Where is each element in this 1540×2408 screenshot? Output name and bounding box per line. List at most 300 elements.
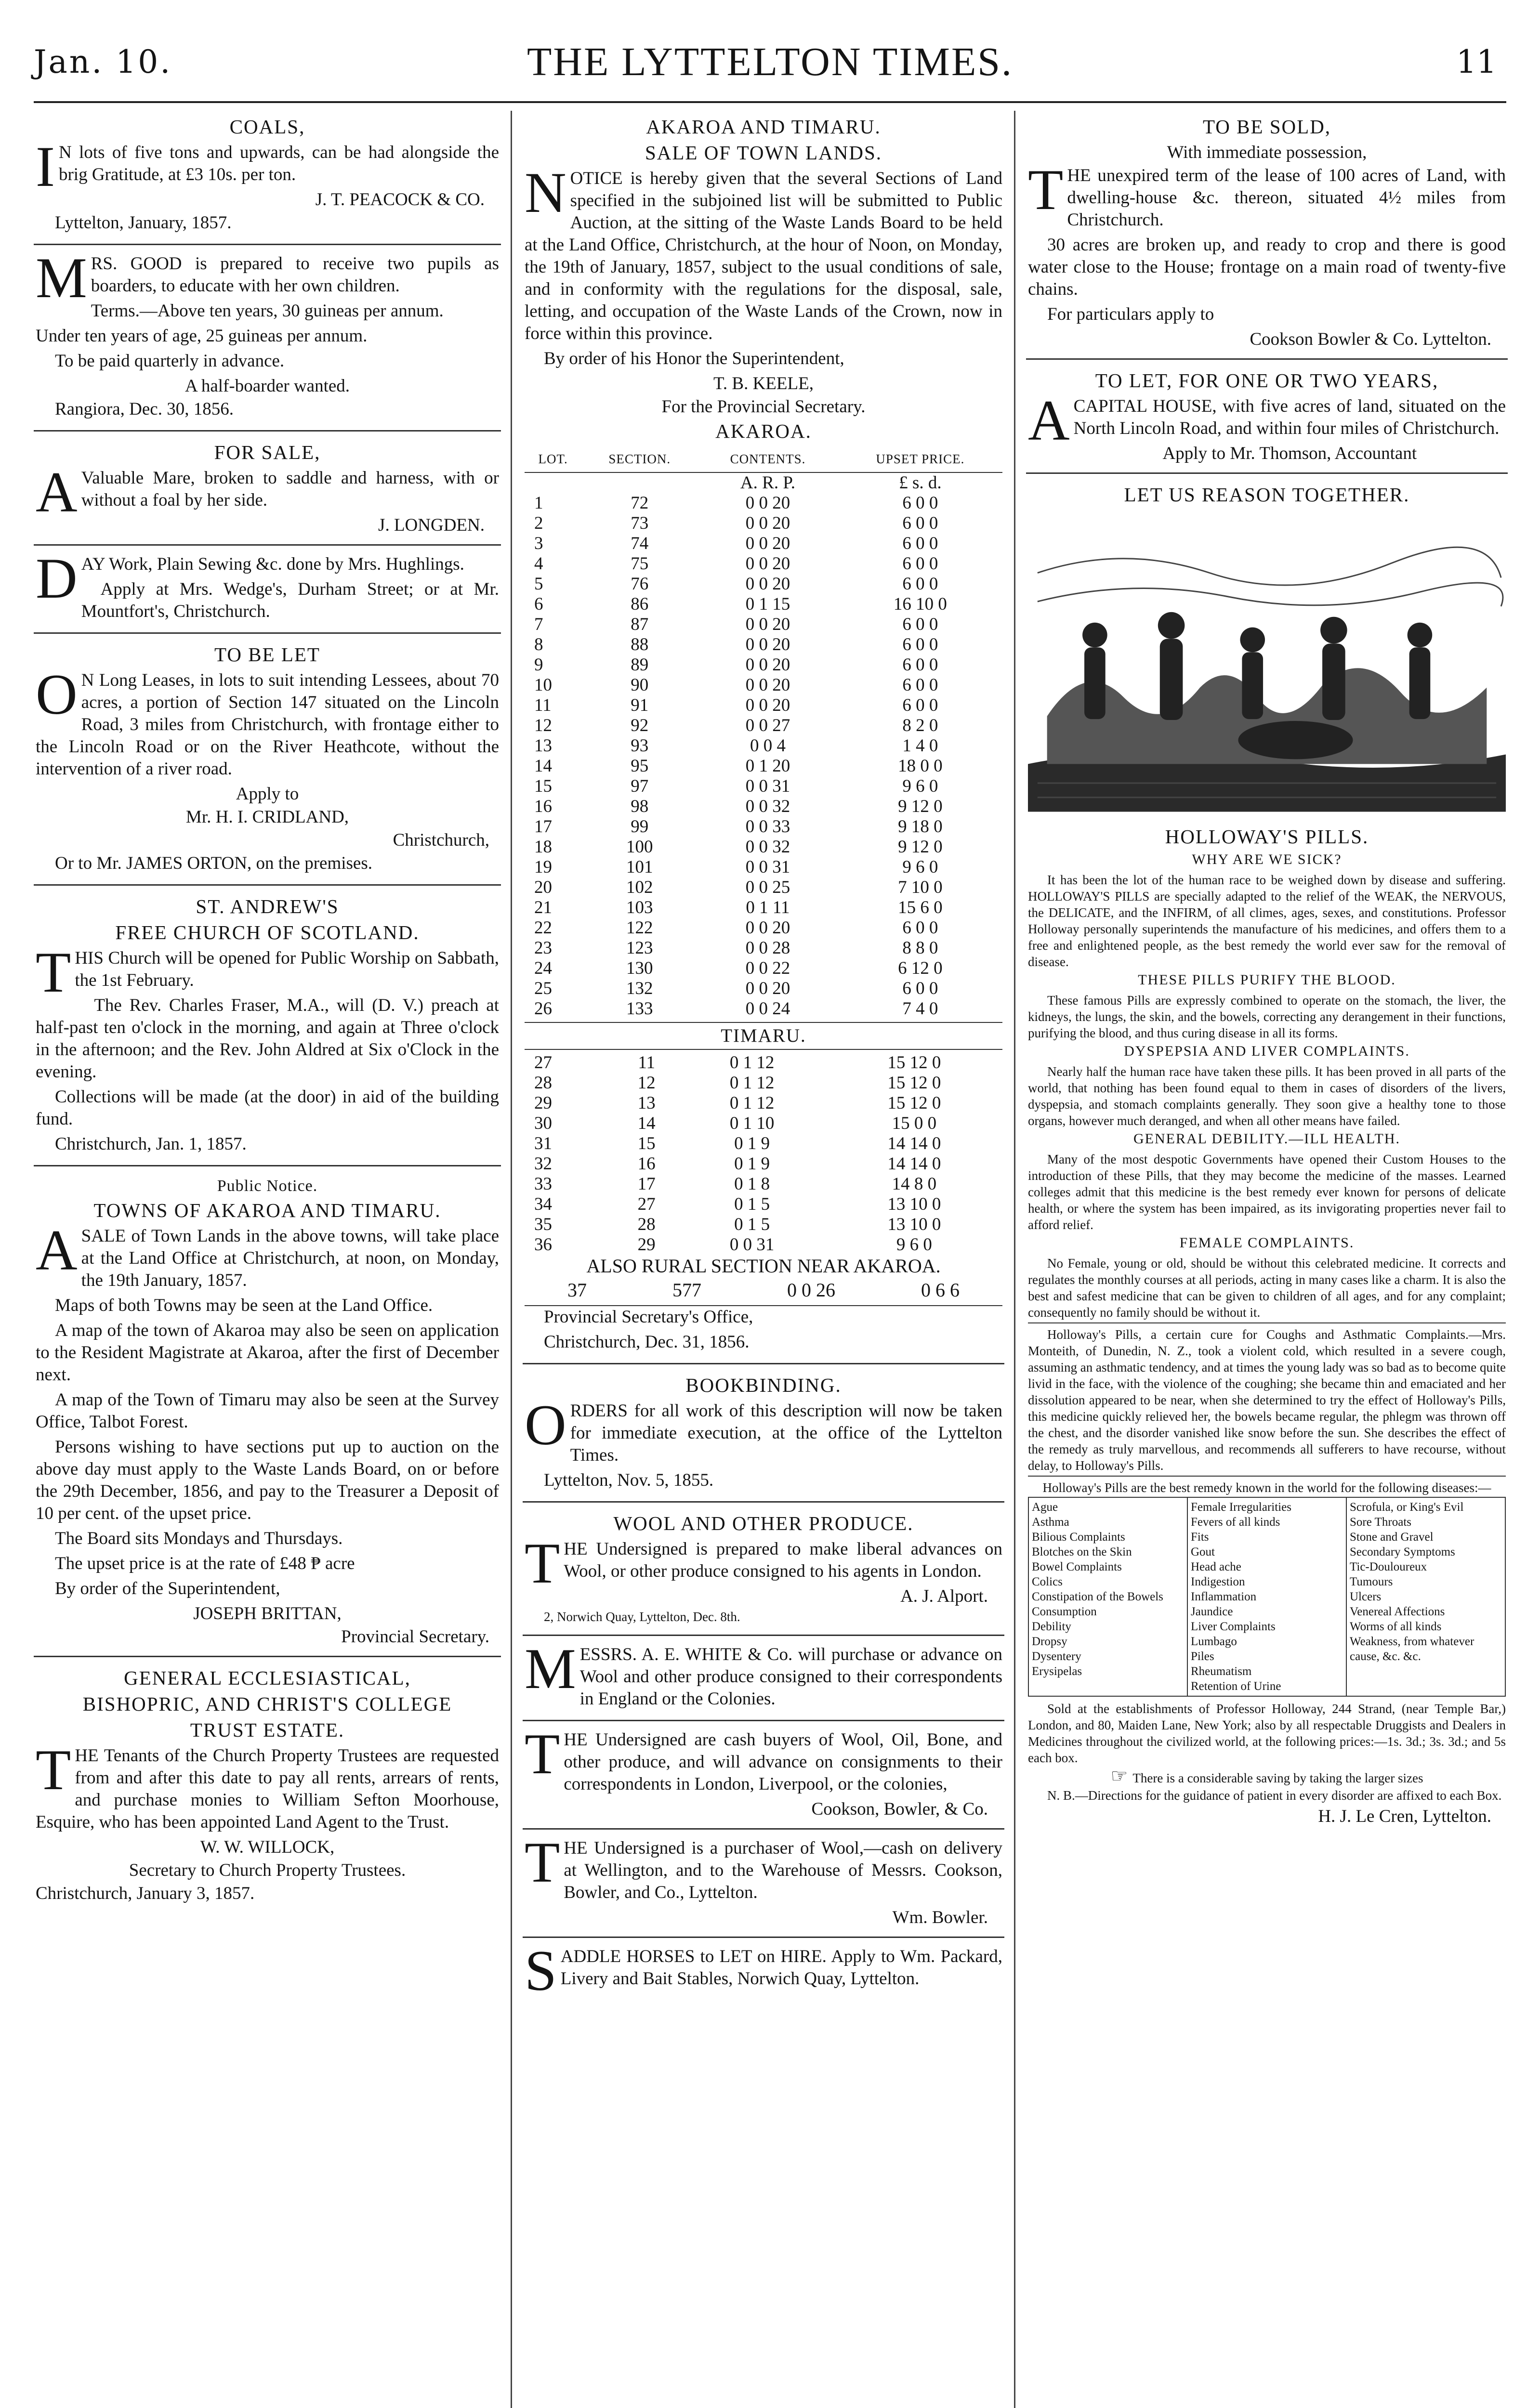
column-rule xyxy=(511,111,512,2408)
ad-body: THE Tenants of the Church Property Trustees are requested from and after this date to pay all rents, arrears of rents, and purchase monies to William Sefton Moorhouse, Esquire, who has been appointed Land Agent to the Trust. xyxy=(36,1738,499,1832)
table-row xyxy=(525,837,1002,857)
table-cell: 16 xyxy=(637,1154,656,1174)
section-heading: DYSPEPSIA AND LIVER COMPLAINTS. xyxy=(1124,1043,1410,1059)
table-cell: 0 6 6 xyxy=(921,1279,960,1301)
table-row xyxy=(525,675,1002,695)
table-cell: 133 xyxy=(626,999,653,1019)
table-cell: 29 xyxy=(637,1235,656,1255)
ad-signature: Cookson, Bowler, & Co. xyxy=(811,1799,988,1819)
table-cell: 23 xyxy=(534,938,552,958)
akaroa-lots-table xyxy=(525,446,1002,1019)
section-body: It has been the lot of the human race to be weighed down by disease and suffering. HOLLOWAY'S PILLS are specially adapted to the relief of the WEAK, the NERVOUS, the DELICATE, and the INFIRM, of all climes, ages, sexes, and constitutions. Professor Holloway personally superintends the manufacture of his medicines, and offers them to a free and enlightened people, as the best remedy the world ever saw for the removal of disease. xyxy=(1028,873,1506,969)
table-cell: 0 0 27 xyxy=(745,716,790,735)
table-cell: 0 0 24 xyxy=(745,999,790,1019)
ad-body: MESSRS. A. E. WHITE & Co. will purchase or advance on Wool and other produce consigned to their correspondents in England or the Colonies. xyxy=(525,1636,1002,1709)
ad-title: WOOL AND OTHER PRODUCE. xyxy=(613,1512,914,1534)
ad-free-church xyxy=(34,890,501,1166)
ad-subtitle: With immediate possession, xyxy=(1167,143,1367,162)
table-cell: 17 xyxy=(637,1174,656,1194)
section-heading: THESE PILLS PURIFY THE BLOOD. xyxy=(1138,972,1396,988)
table-cell: 6 0 0 xyxy=(902,493,938,513)
table-cell: 0 0 20 xyxy=(745,675,790,695)
disease-item: Asthma xyxy=(1032,1516,1069,1529)
table-row xyxy=(525,898,1002,918)
ad-title: AKAROA AND TIMARU. xyxy=(646,116,881,138)
table-cell: 37 xyxy=(567,1279,587,1301)
ad-terms: Under ten years of age, 25 guineas per annum. xyxy=(36,326,368,346)
table-cell: 8 xyxy=(534,635,543,654)
disease-item: Jaundice xyxy=(1191,1605,1233,1618)
ad-title: TO BE SOLD, xyxy=(1202,116,1331,138)
table-cell: 0 0 33 xyxy=(745,817,790,837)
ad-coals xyxy=(34,111,501,245)
disease-item: Rheumatism xyxy=(1191,1665,1252,1678)
table-cell: 123 xyxy=(626,938,653,958)
ad-title: BOOKBINDING. xyxy=(685,1374,842,1396)
table-cell: 18 0 0 xyxy=(898,756,943,776)
disease-item: Weakness, from whatever cause, &c. &c. xyxy=(1350,1635,1474,1663)
table-row xyxy=(525,979,1002,999)
table-cell: 9 18 0 xyxy=(898,817,943,837)
table-cell: 0 0 20 xyxy=(745,615,790,634)
section-body: Nearly half the human race have taken these pills. It has been proved in all parts of the world, that nothing has been found equal to them in cases of disorders of the livers, dyspepsia, and stomach complaints generally. They soon give a healthy tone to those organs, however much deranged, and when all other means have failed. xyxy=(1028,1064,1506,1128)
saving-note xyxy=(1028,1765,1506,1787)
table-cell: 0 0 32 xyxy=(745,797,790,816)
disease-item: Blotches on the Skin xyxy=(1032,1545,1132,1558)
disease-item: Venereal Affections xyxy=(1350,1605,1445,1618)
table-cell: 16 xyxy=(534,797,552,816)
ad-body: 30 acres are broken up, and ready to crop and there is good water close to the House; frontage on a main road of twenty-five chains. xyxy=(1028,235,1506,299)
table-cell: 6 0 0 xyxy=(902,979,938,998)
table-cell: 3 xyxy=(534,534,543,553)
table-cell: 6 0 0 xyxy=(902,635,938,654)
ad-title: HOLLOWAY'S PILLS. xyxy=(1165,825,1369,848)
table-cell: 9 12 0 xyxy=(898,797,943,816)
table-cell: 2 xyxy=(534,513,543,533)
table-row xyxy=(525,918,1002,938)
table-cell: 14 14 0 xyxy=(887,1134,941,1153)
ad-body: The upset price is at the rate of £48 ₱ acre xyxy=(55,1554,355,1573)
table-cell: 20 xyxy=(534,877,552,897)
ad-title: FOR SALE, xyxy=(214,441,321,463)
table-cell: 6 0 0 xyxy=(902,554,938,574)
table-cell: 0 1 9 xyxy=(734,1154,770,1174)
table-cell: 9 12 0 xyxy=(898,837,943,857)
ad-note: To be paid quarterly in advance. xyxy=(55,351,285,371)
ad-day-work xyxy=(34,546,501,634)
disease-item: Secondary Symptoms xyxy=(1350,1545,1455,1558)
disease-item: Erysipelas xyxy=(1032,1665,1082,1678)
table-cell: 25 xyxy=(534,979,552,998)
table-cell: 0 1 15 xyxy=(745,594,790,614)
ad-signature: Wm. Bowler. xyxy=(892,1908,988,1927)
table-row xyxy=(525,574,1002,594)
ad-body: THE unexpired term of the lease of 100 acres of Land, with dwelling-house &c. thereon, situated 4½ miles from Christchurch. xyxy=(1028,157,1506,230)
table-cell: 1 xyxy=(534,493,543,513)
col-header-lot: LOT. xyxy=(525,446,581,472)
ad-title: TO BE LET xyxy=(214,643,320,666)
table-row xyxy=(525,695,1002,716)
table-row xyxy=(525,999,1002,1019)
ad-body: A map of the Town of Timaru may also be seen at the Survey Office, Talbot Forest. xyxy=(36,1390,499,1432)
table-row xyxy=(525,1235,1002,1255)
table-cell: 0 0 22 xyxy=(745,958,790,978)
ad-apply: For particulars apply to xyxy=(1047,304,1214,324)
ad-signature-title: Provincial Secretary. xyxy=(341,1627,489,1647)
table-cell: 0 0 20 xyxy=(745,554,790,574)
saving-text: There is a considerable saving by taking the larger sizes xyxy=(1132,1771,1423,1785)
table-cell: 577 xyxy=(672,1279,701,1301)
table-cell: 32 xyxy=(534,1154,552,1174)
holloway-text xyxy=(1028,851,1506,1804)
table-cell: 75 xyxy=(631,554,649,574)
col-header-price: UPSET PRICE. xyxy=(838,446,1002,472)
table-cell: 17 xyxy=(534,817,552,837)
table-cell: 8 2 0 xyxy=(902,716,938,735)
ad-wool-produce xyxy=(523,1507,1004,1636)
ad-title: TRUST ESTATE. xyxy=(190,1719,345,1741)
table-cell: 27 xyxy=(637,1194,656,1214)
ad-address: 2, Norwich Quay, Lyttelton, Dec. 8th. xyxy=(544,1610,740,1624)
table-cell: 15 6 0 xyxy=(898,898,943,917)
ad-signature: J. T. PEACOCK & CO. xyxy=(315,190,485,209)
table-cell: 15 12 0 xyxy=(887,1093,941,1113)
disease-item: Stone and Gravel xyxy=(1350,1531,1434,1544)
disease-item: Scrofula, or King's Evil xyxy=(1350,1501,1464,1514)
table-cell: 9 6 0 xyxy=(902,857,938,877)
disease-item: Piles xyxy=(1191,1650,1214,1663)
table-cell: 0 0 28 xyxy=(745,938,790,958)
pointing-hand-icon: ☞ xyxy=(1110,1765,1128,1787)
table-cell: 0 0 20 xyxy=(745,918,790,938)
table-subheader-row xyxy=(525,472,1002,493)
table-cell: 73 xyxy=(631,513,649,533)
ad-body: ACAPITAL HOUSE, with five acres of land, situated on the North Lincoln Road, and within four miles of Christchurch. xyxy=(1028,388,1506,452)
table-cell: 0 0 20 xyxy=(745,979,790,998)
ad-towns-notice xyxy=(34,1171,501,1657)
timaru-lots-table xyxy=(525,1053,1002,1255)
table-cell: 88 xyxy=(631,635,649,654)
ad-mrs-good xyxy=(34,246,501,432)
table-cell: 30 xyxy=(534,1113,552,1133)
table-cell: 28 xyxy=(637,1215,656,1234)
ad-signature-title: For the Provincial Secretary. xyxy=(661,397,866,417)
ad-place-date: Christchurch, Jan. 1, 1857. xyxy=(55,1134,247,1154)
ad-body: The Board sits Mondays and Thursdays. xyxy=(55,1529,343,1548)
table-cell: 0 0 20 xyxy=(745,513,790,533)
col-header-contents: CONTENTS. xyxy=(698,446,838,472)
table-cell: 0 0 4 xyxy=(750,736,786,756)
table-cell: 14 8 0 xyxy=(892,1174,937,1194)
table-cell: 14 xyxy=(637,1113,656,1133)
ad-body: THIS Church will be opened for Public Worship on Sabbath, the 1st February. xyxy=(36,940,499,1004)
ad-place-date: Lyttelton, January, 1857. xyxy=(55,213,232,233)
table-header-row xyxy=(525,446,1002,472)
ad-body: Collections will be made (at the door) in aid of the building fund. xyxy=(36,1087,499,1129)
disease-item: Fevers of all kinds xyxy=(1191,1516,1280,1529)
ad-signature: Cookson Bowler & Co. Lyttelton. xyxy=(1250,329,1491,349)
table-cell: 6 0 0 xyxy=(902,574,938,594)
ad-signature-title: Secretary to Church Property Trustees. xyxy=(129,1860,406,1880)
ad-body: ASALE of Town Lands in the above towns, will take place at the Land Office at Christchurch, at noon, on Monday, the 19th January, 1857. xyxy=(36,1218,499,1290)
masthead xyxy=(34,29,1506,103)
disease-item: Liver Complaints xyxy=(1191,1620,1276,1633)
table-cell: 26 xyxy=(534,999,552,1019)
ad-signature: H. J. Le Cren, Lyttelton. xyxy=(1318,1806,1491,1826)
ad-body: NOTICE is hereby given that the several Sections of Land specified in the subjoined list will be submitted to Public Auction, at the sitting of the Waste Lands Board to be held at the Land Office, Christchurch, at the hour of Noon, on Monday, the 19th of January, 1857, subject to the usual conditions of sale, and in conformity with the regulations for the disposal, sale, letting, and occupation of the Waste Lands of the Crown, now in force within this province. xyxy=(525,160,1002,343)
table-cell: 0 0 20 xyxy=(745,635,790,654)
sold-at: Sold at the establishments of Professor Holloway, 244 Strand, (near Temple Bar,) London, and 80, Maiden Lane, New York; also by all respectable Druggists and Dealers in Medicines throughout the civilized world, at the following prices:—1s. 3d.; 3s. 3d.; and 5s each box. xyxy=(1028,1701,1506,1765)
table-title: TIMARU. xyxy=(525,1022,1002,1050)
table-cell: 130 xyxy=(626,958,653,978)
section-heading: GENERAL DEBILITY.—ILL HEALTH. xyxy=(1133,1131,1401,1147)
table-cell: 0 0 20 xyxy=(745,695,790,715)
table-cell: 12 xyxy=(534,716,552,735)
table-row xyxy=(525,1053,1002,1073)
table-cell: 72 xyxy=(631,493,649,513)
table-row xyxy=(525,1174,1002,1194)
ad-body: MRS. GOOD is prepared to receive two pupils as boarders, to educate with her own children. xyxy=(36,246,499,310)
section-heading: WHY ARE WE SICK? xyxy=(1192,851,1342,867)
diseases-table xyxy=(1028,1497,1506,1697)
table-row xyxy=(525,817,1002,837)
ad-signature: J. LONGDEN. xyxy=(378,515,485,535)
ad-body: ORDERS for all work of this description will now be taken for immediate execution, at the office of the Lyttelton Times. xyxy=(525,1393,1002,1465)
ad-body: IN lots of five tons and upwards, can be had alongside the brig Gratitude, at £3 10s. per ton. xyxy=(36,134,499,198)
ad-place-date: Lyttelton, Nov. 5, 1855. xyxy=(544,1470,714,1490)
table-cell: 0 1 12 xyxy=(729,1093,775,1113)
table-cell: 11 xyxy=(638,1053,655,1073)
ad-signature: JOSEPH BRITTAN, xyxy=(193,1604,342,1623)
table-cell: 0 1 12 xyxy=(729,1073,775,1093)
table-row xyxy=(525,1134,1002,1154)
ad-title: GENERAL ECCLESIASTICAL, xyxy=(124,1667,411,1689)
table-row xyxy=(525,1093,1002,1113)
table-cell: 31 xyxy=(534,1134,552,1153)
disease-item: Inflammation xyxy=(1191,1590,1257,1603)
testimonial: Holloway's Pills, a certain cure for Coughs and Asthmatic Complaints.—Mrs. Monteith, of Dunedin, N. Z., took a violent cold, which resulted in a severe cough, assuming an asthmatic tendency, and at times the young lady was so bad as to become quite livid in the face, with the violence of the coughing; she became thin and emaciated and her dissolution appeared to be near, when she determined to try the effect of Holloway's Pills, this medicine quickly relieved her, the bowels became regular, the phlegm was thrown off the chest, and the disorder vanished like snow before the sun. She describes the effect of the remedy as truly marvellous, and recommends all sufferers to have recourse, without delay, to Holloway's Pills. xyxy=(1028,1322,1506,1474)
ad-order: By order of his Honor the Superintendent, xyxy=(544,349,844,368)
table-cell: 74 xyxy=(631,534,649,553)
table-cell: 0 1 20 xyxy=(745,756,790,776)
table-cell: 95 xyxy=(631,756,649,776)
table-cell: 101 xyxy=(626,857,653,877)
table-cell: 87 xyxy=(631,615,649,634)
ad-to-be-let xyxy=(34,639,501,886)
table-row xyxy=(525,857,1002,877)
table-cell: 10 xyxy=(534,675,552,695)
table-cell: 0 0 31 xyxy=(745,776,790,796)
ad-contact-name: Mr. H. I. CRIDLAND, xyxy=(185,807,349,827)
table-cell: 0 0 20 xyxy=(745,534,790,553)
ad-title: SALE OF TOWN LANDS. xyxy=(645,142,882,164)
disease-item: Ague xyxy=(1032,1501,1058,1514)
ad-signature: W. W. WILLOCK, xyxy=(200,1837,335,1857)
table-row xyxy=(525,1194,1002,1215)
table-cell: 27 xyxy=(534,1053,552,1073)
table-cell: 89 xyxy=(631,655,649,675)
table-row xyxy=(525,554,1002,574)
ad-body: Maps of both Towns may be seen at the Land Office. xyxy=(55,1296,433,1315)
ad-signature: T. B. KEELE, xyxy=(713,374,814,393)
table-cell: 6 0 0 xyxy=(902,513,938,533)
ad-to-be-sold xyxy=(1026,111,1508,360)
table-cell: 6 0 0 xyxy=(902,534,938,553)
table-cell: 90 xyxy=(631,675,649,695)
table-cell: 1 4 0 xyxy=(902,736,938,756)
rural-section-row xyxy=(525,1277,1002,1306)
ad-body: THE Undersigned is prepared to make liberal advances on Wool, or other produce consigned to his agents in London. xyxy=(525,1531,1002,1595)
table-row xyxy=(525,736,1002,756)
table-cell: 5 xyxy=(534,574,543,594)
table-cell: 98 xyxy=(631,797,649,816)
disease-item: Dysentery xyxy=(1032,1650,1081,1663)
nb-note: N. B.—Directions for the guidance of patient in every disorder are affixed to each Box. xyxy=(1047,1788,1502,1803)
table-title: AKAROA. xyxy=(715,420,812,442)
table-cell: 15 12 0 xyxy=(887,1073,941,1093)
disease-item: Sore Throats xyxy=(1350,1516,1411,1529)
table-row xyxy=(525,513,1002,534)
table-row xyxy=(525,716,1002,736)
table-cell: 13 10 0 xyxy=(887,1215,941,1234)
table-cell: 19 xyxy=(534,857,552,877)
table-cell: 13 xyxy=(637,1093,656,1113)
disease-item: Tumours xyxy=(1350,1575,1393,1588)
disease-item: Ulcers xyxy=(1350,1590,1382,1603)
table-cell: 0 0 31 xyxy=(745,857,790,877)
table-cell: 103 xyxy=(626,898,653,917)
table-cell: 35 xyxy=(534,1215,552,1234)
table-cell: 24 xyxy=(534,958,552,978)
table-cell: 0 0 20 xyxy=(745,493,790,513)
table-cell: 0 1 5 xyxy=(734,1215,770,1234)
ad-white-co xyxy=(523,1636,1004,1721)
section-heading: FEMALE COMPLAINTS. xyxy=(1179,1235,1355,1251)
table-cell: 99 xyxy=(631,817,649,837)
table-cell: 0 1 12 xyxy=(729,1053,775,1073)
table-cell: 21 xyxy=(534,898,552,917)
section-body: Many of the most despotic Governments have opened their Custom Houses to the introduction of these Pills, that they may become the medicine of the masses. Learned colleges admit that this medicine is the best remedy ever known for persons of delicate health, or where the system has been impaired, as its invigorating properties never fail to afford relief. xyxy=(1028,1152,1506,1232)
table-cell: 9 6 0 xyxy=(902,776,938,796)
rural-section-title: ALSO RURAL SECTION NEAR AKAROA. xyxy=(586,1255,941,1277)
table-cell: 16 10 0 xyxy=(893,594,947,614)
table-cell: 12 xyxy=(637,1073,656,1093)
ad-for-sale xyxy=(34,436,501,546)
column-middle xyxy=(523,111,1004,2408)
table-cell: 34 xyxy=(534,1194,552,1214)
table-row xyxy=(525,797,1002,817)
table-cell: 18 xyxy=(534,837,552,857)
table-row xyxy=(525,1073,1002,1093)
table-cell: 13 10 0 xyxy=(887,1194,941,1214)
table-cell: 6 0 0 xyxy=(902,615,938,634)
table-cell: 100 xyxy=(626,837,653,857)
ad-title: COALS, xyxy=(229,116,305,138)
ad-title: TO LET, FOR ONE OR TWO YEARS, xyxy=(1095,369,1439,392)
ad-title: BISHOPRIC, AND CHRIST'S COLLEGE xyxy=(82,1693,452,1715)
table-cell: 7 4 0 xyxy=(902,999,938,1019)
table-cell: 22 xyxy=(534,918,552,938)
ad-note: A half-boarder wanted. xyxy=(184,376,350,396)
column-right xyxy=(1026,111,1508,2408)
table-row xyxy=(525,493,1002,513)
table-row xyxy=(525,1215,1002,1235)
ad-signature: A. J. Alport. xyxy=(900,1586,988,1606)
disease-item: Constipation of the Bowels xyxy=(1032,1590,1163,1603)
ad-body: ON Long Leases, in lots to suit intending Lessees, about 70 acres, a portion of Section 147 situated on the Lincoln Road, 3 miles from Christchurch, with frontage either to the Lincoln Road or on the River Heathcote, without the intervention of a river road. xyxy=(36,662,499,779)
disease-item: Bowel Complaints xyxy=(1032,1560,1122,1573)
table-row xyxy=(525,877,1002,898)
ad-bookbinding xyxy=(523,1369,1004,1503)
ad-body: Persons wishing to have sections put up to auction on the above day must apply to the Waste Lands Board, on or before the 29th December, 1856, and pay to the Treasurer a Deposit of 10 per cent. of the upset price. xyxy=(36,1437,499,1523)
table-cell: 76 xyxy=(631,574,649,594)
table-cell: 0 1 11 xyxy=(746,898,790,917)
engraving-illustration xyxy=(1028,514,1506,813)
table-cell: 9 xyxy=(534,655,543,675)
table-cell: 6 xyxy=(534,594,543,614)
table-cell: 0 0 26 xyxy=(787,1279,835,1301)
table-cell: 6 0 0 xyxy=(902,675,938,695)
table-row xyxy=(525,534,1002,554)
table-cell: 6 0 0 xyxy=(902,695,938,715)
disease-item: Tic-Douloureux xyxy=(1350,1560,1427,1573)
table-cell: 6 0 0 xyxy=(902,655,938,675)
ad-title: LET US REASON TOGETHER. xyxy=(1124,484,1410,506)
table-cell: 0 1 9 xyxy=(734,1134,770,1153)
table-cell: 0 0 20 xyxy=(745,655,790,675)
disease-item: Indigestion xyxy=(1191,1575,1245,1588)
ad-body: A map of the town of Akaroa may also be seen on application to the Resident Magistrate at Akaroa, after the first of December next. xyxy=(36,1321,499,1385)
ad-contact-place: Christchurch, xyxy=(393,830,489,850)
ad-holloways-pills xyxy=(1026,479,1508,1835)
table-cell: 15 xyxy=(637,1134,656,1153)
disease-item: Consumption xyxy=(1032,1605,1097,1618)
table-cell: 8 8 0 xyxy=(902,938,938,958)
ad-body: THE Undersigned are cash buyers of Wool, Oil, Bone, and other produce, and will advance on consignments to their correspondents in London, Liverpool, or the colonies, xyxy=(525,1722,1002,1794)
table-cell: 91 xyxy=(631,695,649,715)
column-rule xyxy=(1014,111,1015,2408)
ad-body: The Rev. Charles Fraser, M.A., will (D. V.) preach at half-past ten o'clock in the morning, and again at Three o'clock in the afternoon; and the Rev. John Aldred at Six o'Clock in the evening. xyxy=(36,995,499,1082)
table-row xyxy=(525,1113,1002,1134)
table-cell: 86 xyxy=(631,594,649,614)
table-cell: 9 6 0 xyxy=(896,1235,932,1255)
table-row xyxy=(525,756,1002,776)
ad-body: AValuable Mare, broken to saddle and harness, with or without a foal by her side. xyxy=(36,460,499,524)
ad-town-lands-sale xyxy=(523,111,1004,1364)
disease-item: Gout xyxy=(1191,1545,1215,1558)
table-row xyxy=(525,635,1002,655)
ad-place-date: Christchurch, January 3, 1857. xyxy=(36,1884,255,1903)
ad-place-date: Rangiora, Dec. 30, 1856. xyxy=(55,399,234,419)
table-row xyxy=(525,776,1002,797)
ad-cash-buyers xyxy=(523,1722,1004,1830)
ad-subtitle: FREE CHURCH OF SCOTLAND. xyxy=(115,921,420,943)
table-cell: 93 xyxy=(631,736,649,756)
ad-alt-contact: Or to Mr. JAMES ORTON, on the premises. xyxy=(55,853,372,873)
disease-item: Female Irregularities xyxy=(1191,1501,1291,1514)
table-cell: 7 xyxy=(534,615,543,634)
disease-item: Lumbago xyxy=(1191,1635,1237,1648)
table-row xyxy=(525,938,1002,958)
diseases-column xyxy=(1347,1498,1505,1696)
ad-saddle-horses xyxy=(523,1938,1004,2002)
table-cell: 14 xyxy=(534,756,552,776)
disease-item: Fits xyxy=(1191,1531,1209,1544)
table-cell: 0 0 20 xyxy=(745,574,790,594)
column-left xyxy=(34,111,501,2408)
table-cell: 0 1 10 xyxy=(729,1113,775,1133)
issue-date: Jan. 10. xyxy=(34,43,172,80)
